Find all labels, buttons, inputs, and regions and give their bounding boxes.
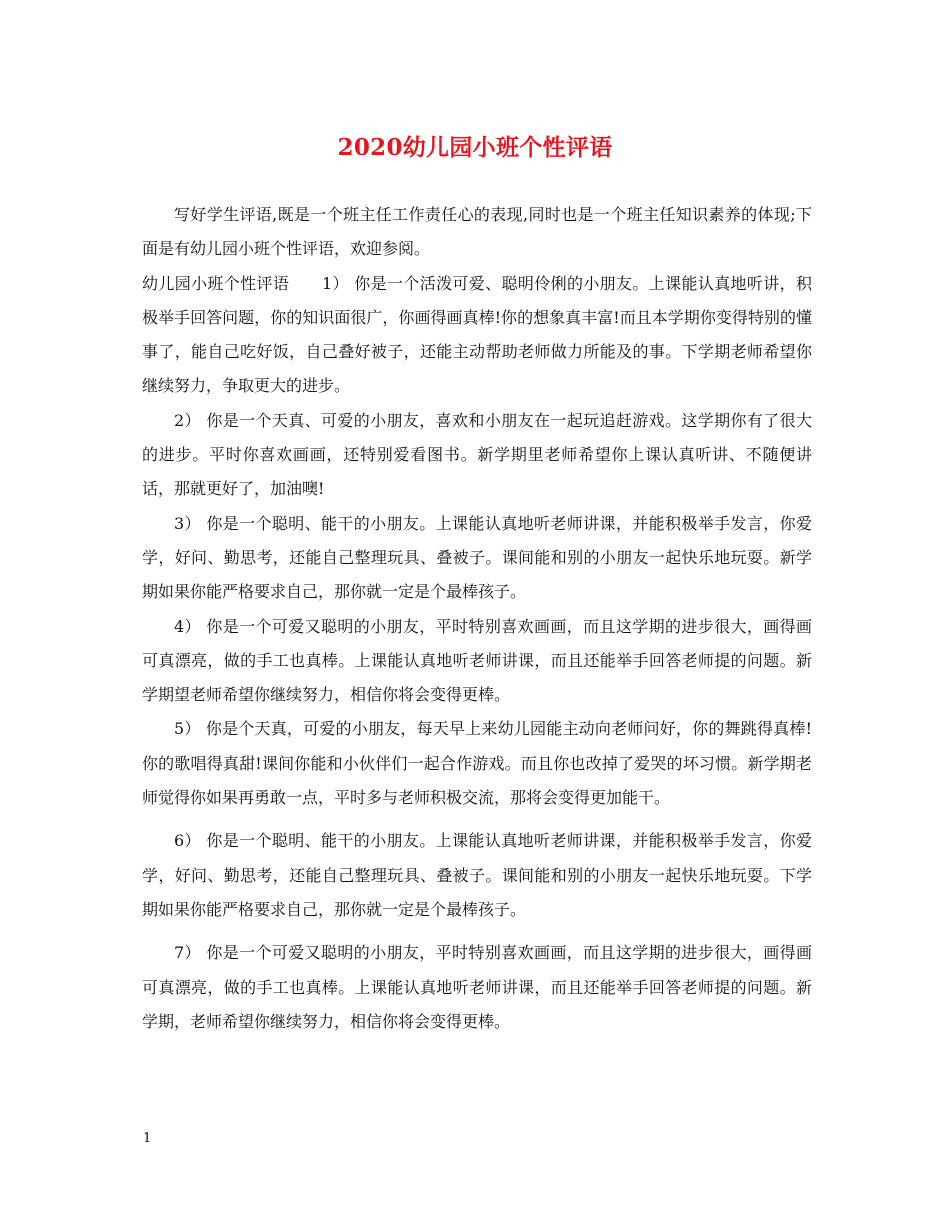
comment-paragraph-7: 7） 你是一个可爱又聪明的小朋友，平时特别喜欢画画，而且这学期的进步很大，画得画可真漂亮，做的手工也真棒。上课能认真地听老师讲课，而且还能举手回答老师提的问题。新学期，老师希望你继续努力，相信你将会变得更棒。	[142, 943, 812, 1031]
comment-paragraph-2: 2） 你是一个天真、可爱的小朋友，喜欢和小朋友在一起玩追赶游戏。这学期你有了很大的进步。平时你喜欢画画，还特别爱看图书。新学期里老师希望你上课认真听讲、不随便讲话，那就更好了，加油噢!	[142, 410, 812, 499]
section-heading-paragraph: 幼儿园小班个性评语 1） 你是一个活泼可爱、聪明伶俐的小朋友。上课能认真地听讲，积极举手回答问题，你的知识面很广，你画得画真棒!你的想象真丰富!而且本学期你变得特别的懂事了，能自己吃好饭，自己叠好被子，还能主动帮助老师做力所能及的事。下学期老师希望你继续努力，争取更大的进步。	[142, 273, 812, 396]
comment-paragraph-5: 5） 你是个天真，可爱的小朋友，每天早上来幼儿园能主动向老师问好，你的舞跳得真棒!你的歌唱得真甜!课间你能和小伙伴们一起合作游戏。而且你也改掉了爱哭的坏习惯。新学期老师觉得你如果再勇敢一点，平时多与老师积极交流，那将会变得更加能干。	[142, 719, 812, 808]
page-number: 1	[143, 1131, 152, 1146]
document-body	[142, 198, 812, 1039]
comment-paragraph-6: 6） 你是一个聪明、能干的小朋友。上课能认真地听老师讲课，并能积极举手发言，你爱学，好问、勤思考，还能自己整理玩具、叠被子。课间能和别的小朋友一起快乐地玩耍。下学期如果你能严格要求自己，那你就一定是个最棒孩子。	[142, 831, 812, 919]
comment-paragraph-4: 4） 你是一个可爱又聪明的小朋友，平时特别喜欢画画，而且这学期的进步很大，画得画可真漂亮，做的手工也真棒。上课能认真地听老师讲课，而且还能举手回答老师提的问题。新学期望老师希望你继续努力，相信你将会变得更棒。	[142, 616, 812, 705]
comment-paragraph-3: 3） 你是一个聪明、能干的小朋友。上课能认真地听老师讲课，并能积极举手发言，你爱学，好问、勤思考，还能自己整理玩具、叠被子。课间能和别的小朋友一起快乐地玩耍。新学期如果你能严格要求自己，那你就一定是个最棒孩子。	[142, 513, 812, 602]
document-title: 2020幼儿园小班个性评语	[337, 134, 613, 161]
intro-paragraph: 写好学生评语,既是一个班主任工作责任心的表现,同时也是一个班主任知识素养的体现;下面是有幼儿园小班个性评语，欢迎参阅。	[142, 205, 812, 259]
